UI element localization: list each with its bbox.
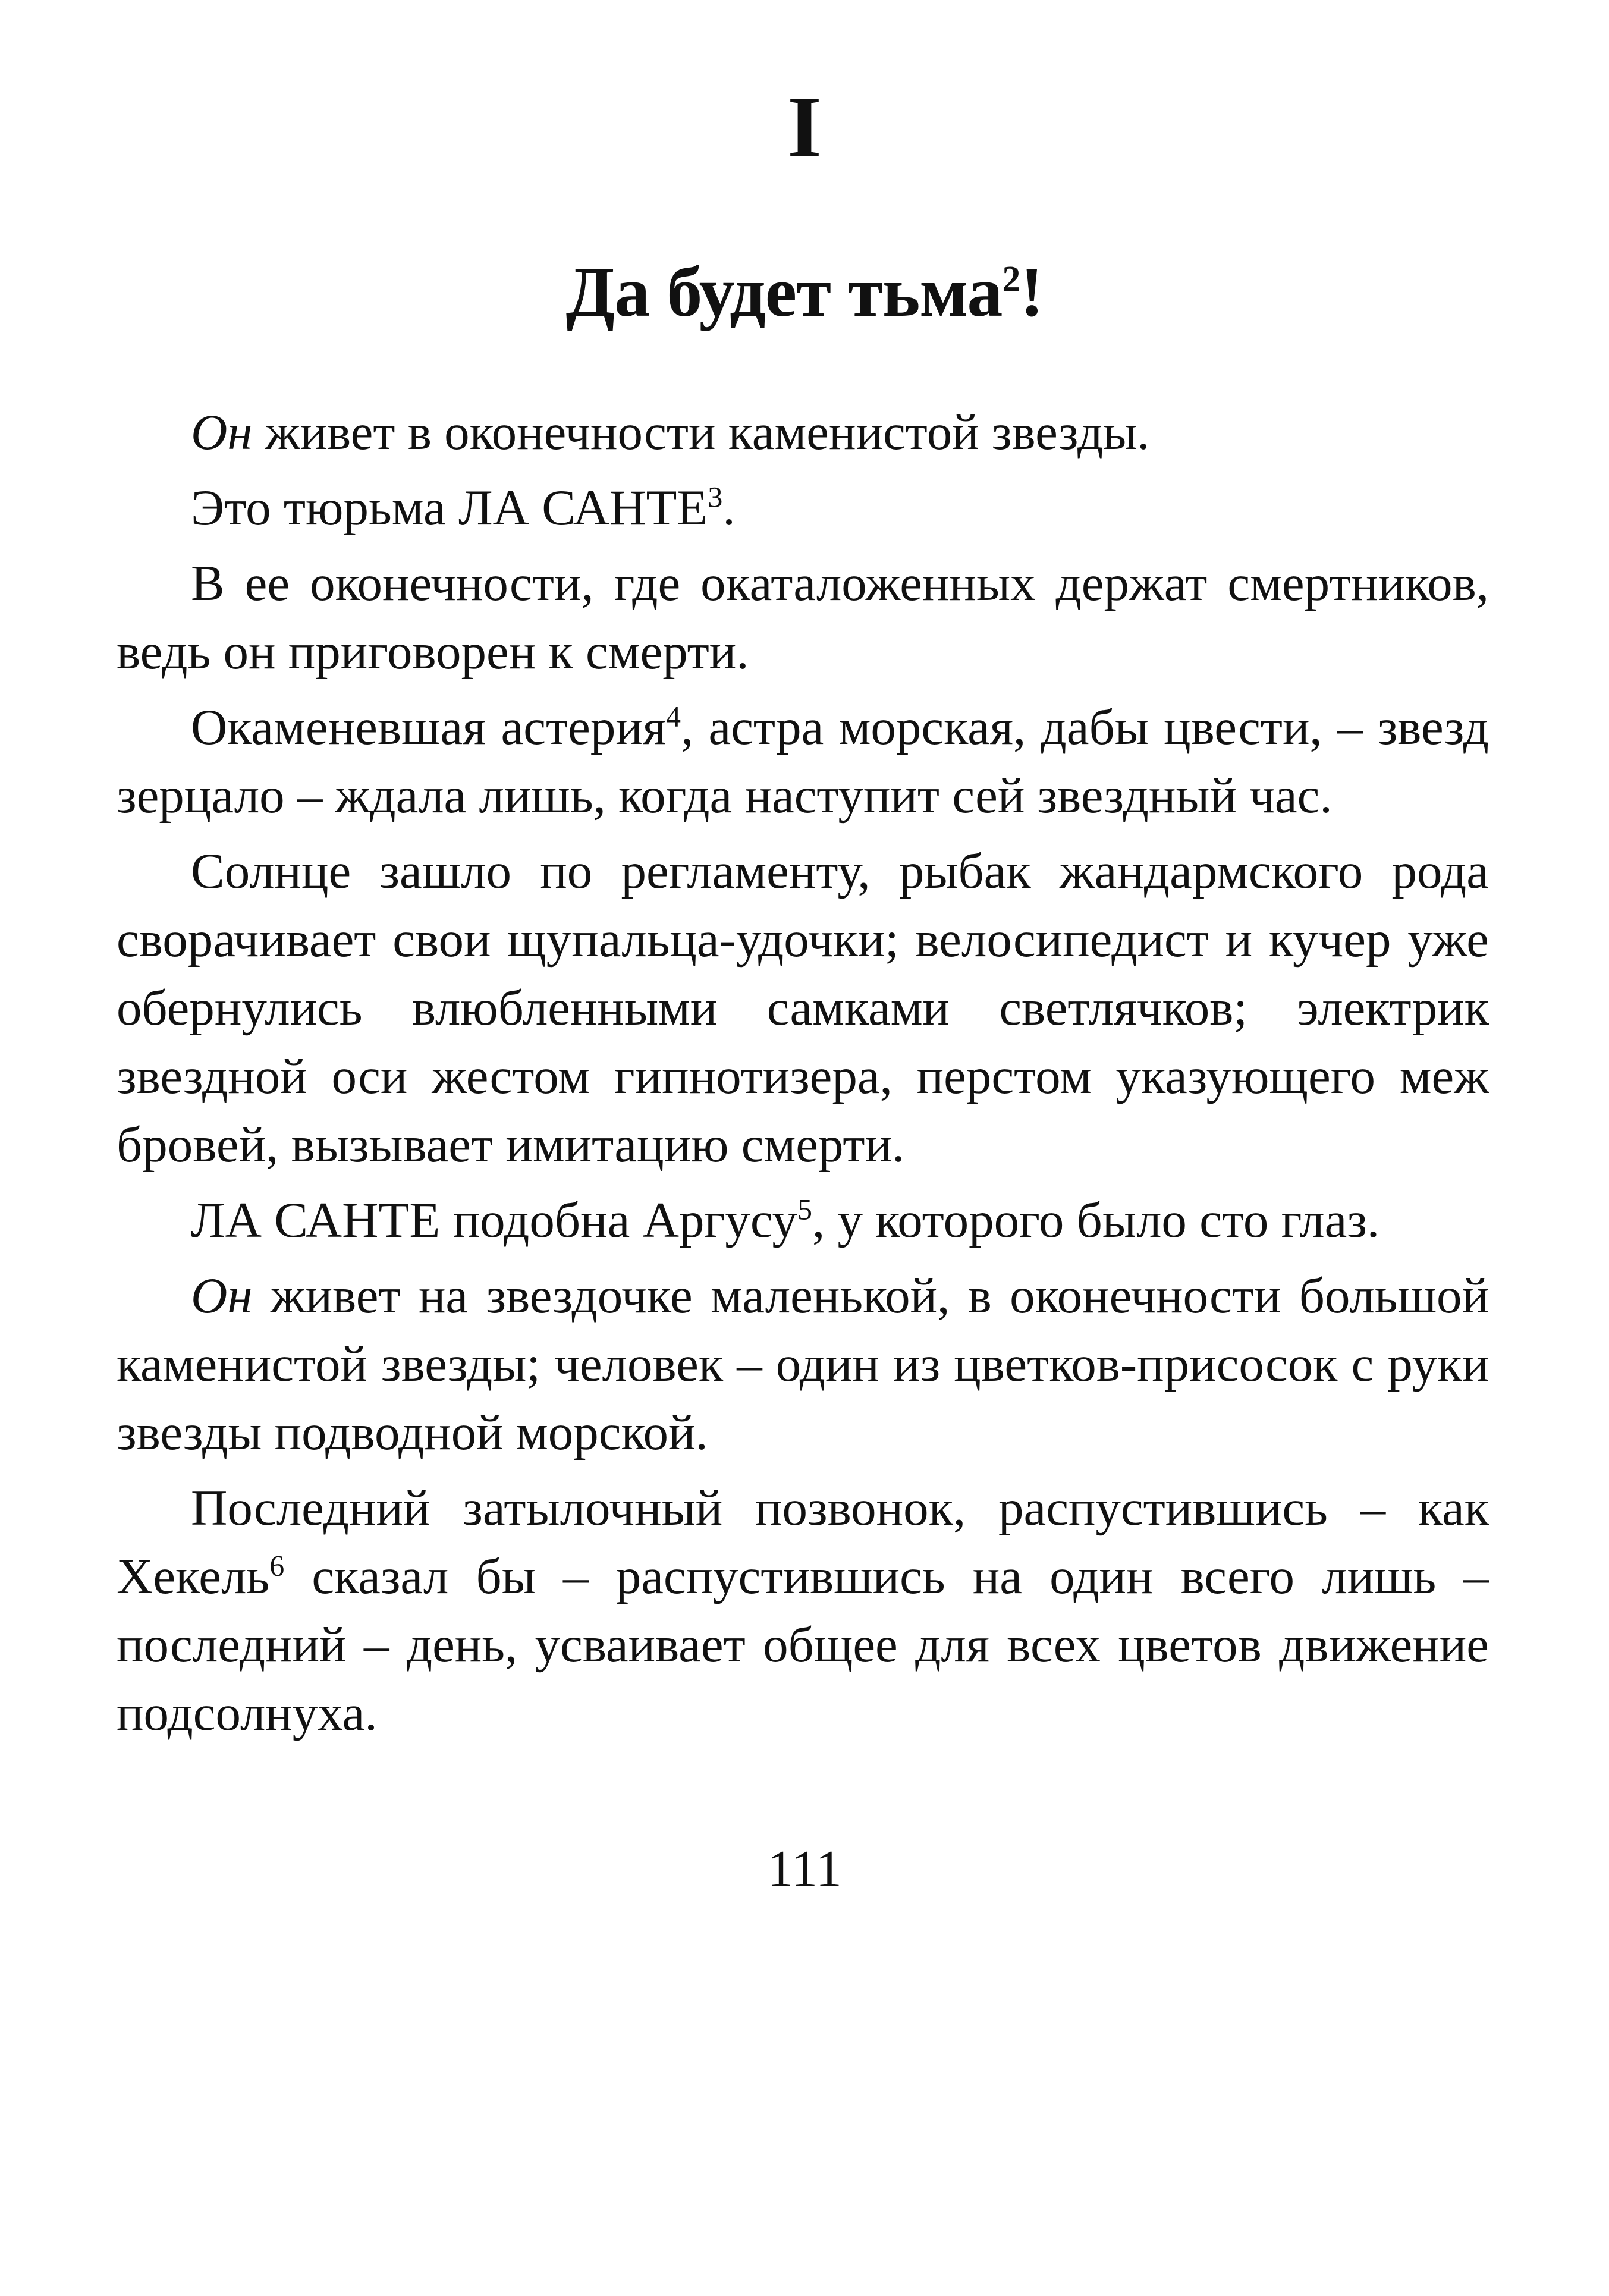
paragraph-tail: , у которого было сто глаз. — [812, 1192, 1380, 1248]
paragraph-text: живет на звездочке маленькой, в оконечности большой каменистой звезды; человек – один из цветков-присосок с руки звезды подводной морской. — [117, 1268, 1489, 1460]
paragraph-text: Солнце зашло по регламенту, рыбак жандармского рода сворачивает свои щупальца-удочки; велосипедист и кучер уже обернулись влюбленными самками светлячков; электрик звездной оси жестом гипнотизера, перстом указующего меж бровей, вызывает имитацию смерти. — [117, 843, 1489, 1173]
paragraph-3 — [117, 549, 1489, 686]
paragraph-tail: . — [722, 480, 736, 536]
footnote-ref-5: 5 — [797, 1192, 812, 1226]
paragraph-tail: , астра морская, дабы цвести, – звезд зерцало – ждала лишь, когда наступит сей звездный час. — [117, 699, 1489, 824]
paragraph-1 — [117, 398, 1489, 467]
paragraph-text: Это тюрьма ЛА САНТЕ — [191, 480, 708, 536]
paragraph-4 — [117, 693, 1489, 830]
paragraph-2 — [117, 474, 1489, 542]
italic-pronoun: Он — [191, 1268, 253, 1324]
paragraph-5 — [117, 837, 1489, 1179]
footnote-ref-2: 2 — [1002, 259, 1020, 300]
footnote-ref-3: 3 — [708, 480, 723, 514]
paragraph-6 — [117, 1186, 1489, 1255]
paragraph-text: В ее оконечности, где окаталоженных держат смертников, ведь он приговорен к смерти. — [117, 555, 1489, 680]
chapter-number: I — [787, 78, 822, 176]
chapter-title-text: Да будет тьма — [565, 252, 1003, 331]
body-text — [117, 398, 1489, 1755]
chapter-title-exclamation: ! — [1020, 252, 1044, 331]
chapter-title — [0, 253, 1609, 331]
footnote-ref-6: 6 — [269, 1549, 285, 1582]
page-number: 111 — [767, 1840, 842, 1898]
paragraph-text: ЛА САНТЕ подобна Аргусу — [191, 1192, 797, 1248]
paragraph-text: Окаменевшая астерия — [191, 699, 666, 755]
paragraph-7 — [117, 1262, 1489, 1467]
paragraph-text: живет в оконечности каменистой звезды. — [252, 404, 1150, 460]
paragraph-text: Последний затылочный позвонок, распустившись – как Хекель — [117, 1480, 1489, 1604]
paragraph-8 — [117, 1474, 1489, 1748]
paragraph-tail: сказал бы – распустившись на один всего лишь – последний – день, усваивает общее для всех цветов движение подсолнуха. — [117, 1549, 1489, 1741]
footnote-ref-4: 4 — [665, 699, 681, 733]
italic-pronoun: Он — [191, 404, 253, 460]
